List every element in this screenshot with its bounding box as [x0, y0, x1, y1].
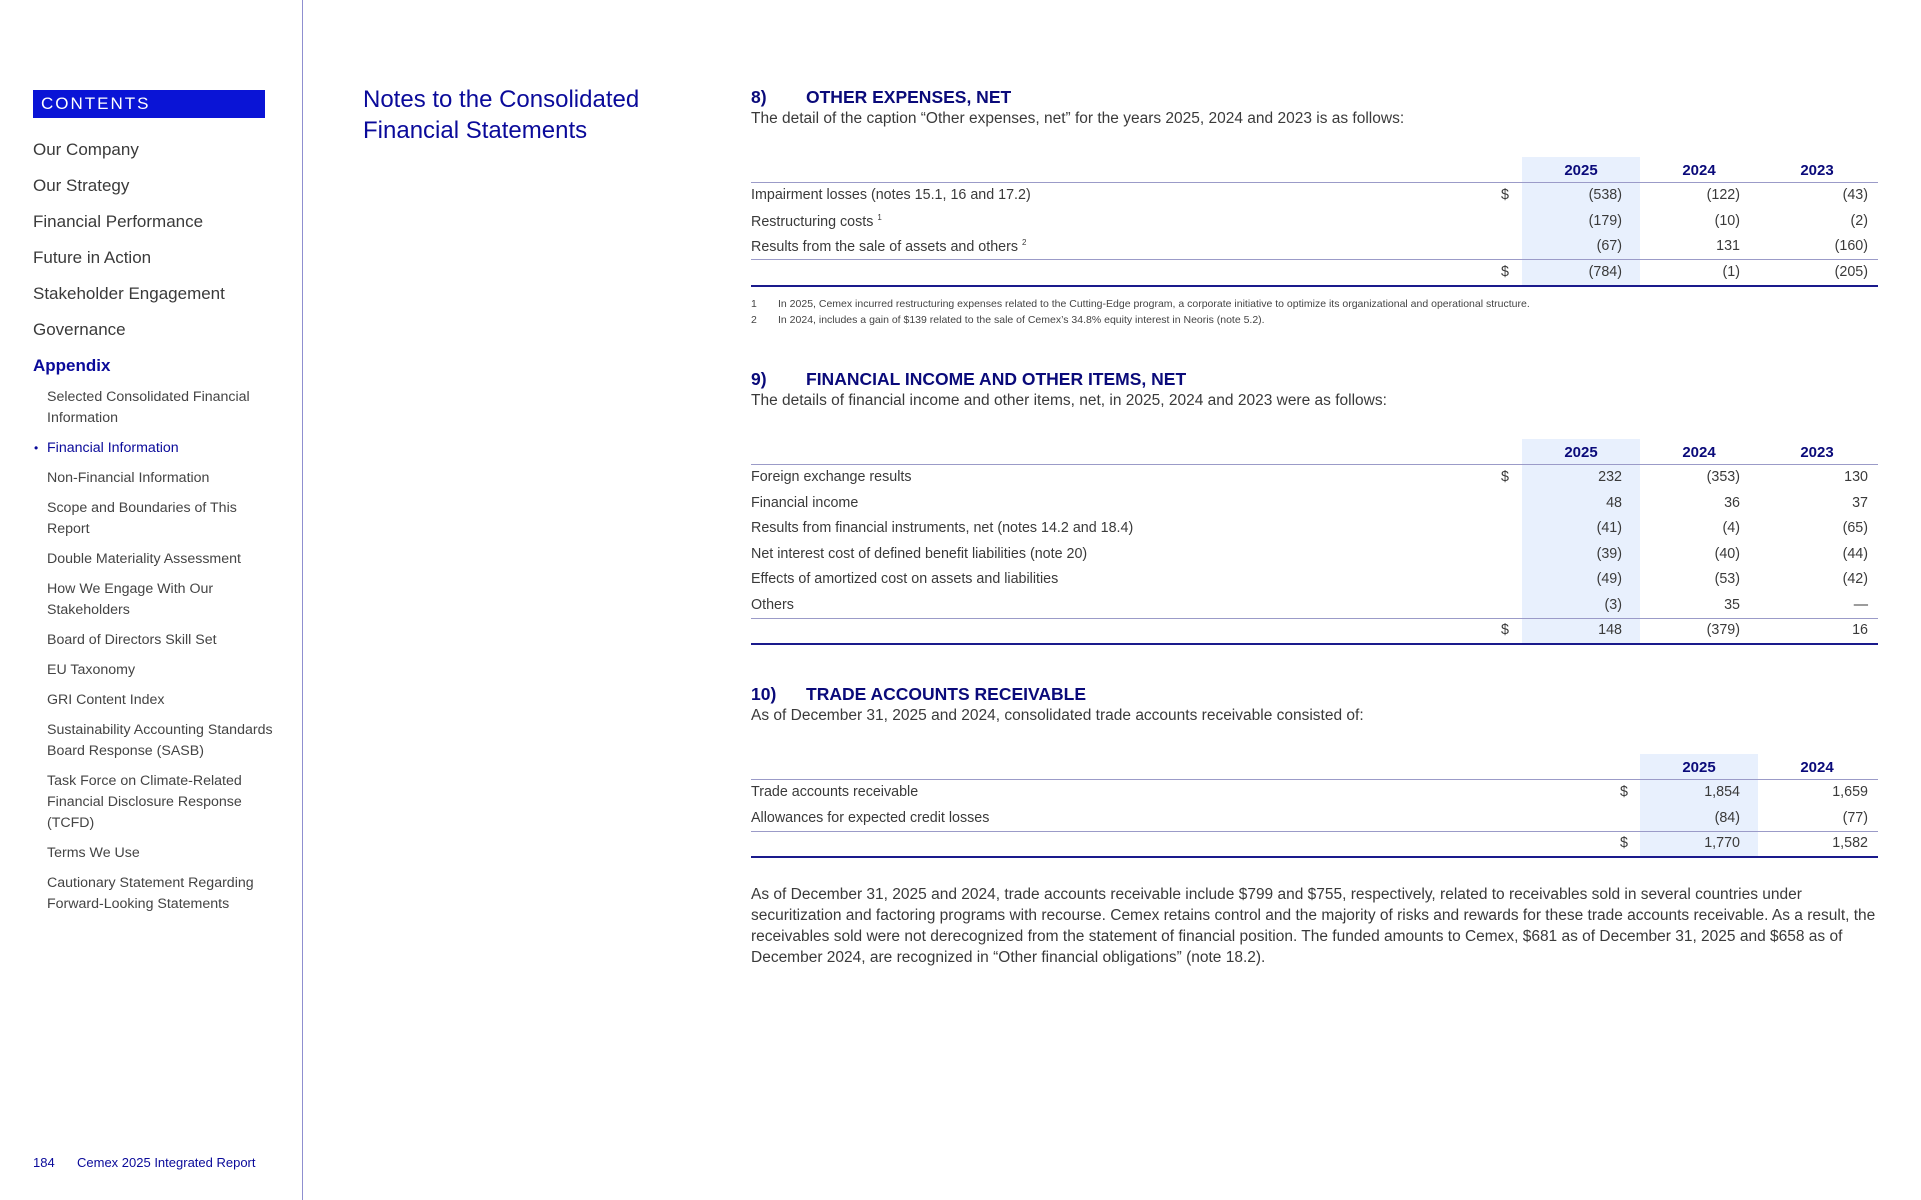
currency-symbol: $ — [1501, 622, 1509, 638]
table-cell: (49) — [1596, 571, 1622, 587]
table-cell: (10) — [1714, 213, 1740, 229]
sidebar-sub-non-financial-information[interactable]: Non-Financial Information — [47, 470, 210, 486]
table-cell: (42) — [1842, 571, 1868, 587]
sidebar-sub-tcfd[interactable]: Task Force on Climate-Related Financial Disclosure Response (TCFD) — [47, 773, 242, 831]
section-8-number: 8) — [751, 87, 767, 107]
sidebar-sub-board-skill-set[interactable]: Board of Directors Skill Set — [47, 632, 217, 648]
table-cell: (2) — [1850, 213, 1868, 229]
column-header: 2024 — [1682, 162, 1716, 179]
column-header: 2025 — [1564, 162, 1598, 179]
total-cell: (784) — [1588, 264, 1622, 280]
table-cell: (65) — [1842, 520, 1868, 536]
trade-receivables-table — [751, 752, 1878, 862]
column-header: 2025 — [1564, 444, 1598, 461]
sidebar-sub-gri-content-index[interactable]: GRI Content Index — [47, 692, 165, 708]
table-cell: 1,854 — [1704, 784, 1740, 800]
table-row-label: Net interest cost of defined benefit liabilities (note 20) — [751, 546, 1088, 562]
sidebar-sub-financial-information[interactable] — [34, 438, 297, 459]
table-cell: (122) — [1706, 187, 1740, 203]
table-cell: (53) — [1714, 571, 1740, 587]
financial-income-table — [751, 437, 1878, 647]
table-cell: — — [1853, 597, 1868, 613]
sidebar-sub-double-materiality-assessment[interactable]: Double Materiality Assessment — [47, 551, 241, 567]
sidebar-sub-label: Financial Information — [47, 440, 179, 456]
section-10-number: 10) — [751, 684, 777, 704]
sidebar-item-future-in-action[interactable]: Future in Action — [33, 248, 152, 267]
column-header: 2025 — [1682, 759, 1716, 776]
total-rule — [751, 285, 1878, 287]
table-row-label: Foreign exchange results — [751, 469, 912, 485]
sidebar-sub-scope-and-boundaries[interactable]: Scope and Boundaries of This Report — [47, 500, 237, 537]
footnote: 1 In 2025, Cemex incurred restructuring expenses related to the Cutting-Edge program, a corporate initiative to optimize its organizational and operational structure. — [751, 298, 1530, 310]
other-expenses-table — [751, 155, 1878, 290]
table-cell: (44) — [1842, 546, 1868, 562]
currency-symbol: $ — [1501, 264, 1509, 280]
currency-symbol: $ — [1501, 187, 1509, 203]
table-cell: (538) — [1588, 187, 1622, 203]
table-cell: 35 — [1724, 597, 1740, 613]
sidebar-item-governance[interactable]: Governance — [33, 320, 126, 339]
column-header: 2024 — [1800, 759, 1834, 776]
table-cell: 131 — [1716, 238, 1740, 254]
table-row-label: Effects of amortized cost on assets and liabilities — [751, 571, 1059, 587]
table-row-label: Others — [751, 597, 794, 613]
section-10-paragraph: As of December 31, 2025 and 2024, trade accounts receivable include $799 and $755, respectively, related to receivables sold in several countries under securitization and factoring programs with recourse. Cemex retains control and the majority of risks and rewards for these trade accounts receivable. As a result, the receivables sold were not derecognized from the statement of financial position. The funded amounts to Cemex, $681 as of December 31, 2025 and $658 as of December 2024, are recognized in “Other financial obligations” (note 18.2). — [751, 886, 1876, 966]
total-cell: 148 — [1598, 622, 1622, 638]
sidebar — [0, 0, 303, 1200]
total-cell: 16 — [1852, 622, 1868, 638]
table-cell: (43) — [1842, 187, 1868, 203]
column-header: 2024 — [1682, 444, 1716, 461]
table-cell: 48 — [1606, 495, 1622, 511]
table-cell: 36 — [1724, 495, 1740, 511]
table-cell: (40) — [1714, 546, 1740, 562]
table-cell: 1,659 — [1832, 784, 1868, 800]
table-cell: (77) — [1842, 810, 1868, 826]
report-name: Cemex 2025 Integrated Report — [77, 1155, 256, 1170]
currency-symbol: $ — [1501, 469, 1509, 485]
table-cell: (67) — [1596, 238, 1622, 254]
currency-symbol: $ — [1620, 835, 1628, 851]
table-cell: (4) — [1722, 520, 1740, 536]
table-row-label: Financial income — [751, 495, 859, 511]
table-row-label: Allowances for expected credit losses — [751, 810, 990, 826]
total-cell: (1) — [1722, 264, 1740, 280]
section-10-intro: As of December 31, 2025 and 2024, consolidated trade accounts receivable consisted of: — [751, 707, 1364, 724]
section-9-number: 9) — [751, 369, 767, 389]
section-8-title: OTHER EXPENSES, NET — [806, 87, 1012, 107]
table-row-label: Results from the sale of assets and others $^2$ — [751, 238, 1027, 255]
table-cell: (3) — [1604, 597, 1622, 613]
table-cell: 232 — [1598, 469, 1622, 485]
table-cell: (179) — [1588, 213, 1622, 229]
contents-badge[interactable]: CONTENTS — [33, 90, 265, 118]
total-rule — [751, 643, 1878, 645]
section-8-intro: The detail of the caption “Other expenses, net” for the years 2025, 2024 and 2023 is as follows: — [751, 110, 1405, 127]
table-cell: 37 — [1852, 495, 1868, 511]
subtotal-rule — [751, 618, 1878, 619]
table-row-label: Impairment losses (notes 15.1, 16 and 17.2) — [751, 187, 1031, 203]
sidebar-item-stakeholder-engagement[interactable]: Stakeholder Engagement — [33, 284, 225, 303]
subtotal-rule — [751, 831, 1878, 832]
sidebar-sub-selected-consolidated-financial-information[interactable]: Selected Consolidated Financial Information — [47, 389, 250, 426]
page-title: Notes to the Consolidated Financial Statements — [363, 86, 640, 144]
sidebar-item-appendix[interactable]: Appendix — [33, 356, 111, 375]
header-rule — [751, 464, 1878, 465]
total-cell: 1,582 — [1832, 835, 1868, 851]
currency-symbol: $ — [1620, 784, 1628, 800]
table-row-label: Trade accounts receivable — [751, 784, 919, 800]
table-cell: (84) — [1714, 810, 1740, 826]
header-rule — [751, 182, 1878, 183]
total-cell: (379) — [1706, 622, 1740, 638]
table-cell: (160) — [1834, 238, 1868, 254]
sidebar-sub-sasb[interactable]: Sustainability Accounting Standards Board Response (SASB) — [47, 722, 273, 759]
table-cell: (39) — [1596, 546, 1622, 562]
table-cell: (353) — [1706, 469, 1740, 485]
column-header: 2023 — [1800, 444, 1834, 461]
table-cell: 130 — [1844, 469, 1868, 485]
sidebar-sub-eu-taxonomy[interactable]: EU Taxonomy — [47, 662, 136, 678]
sidebar-sub-how-we-engage[interactable]: How We Engage With Our Stakeholders — [47, 581, 214, 618]
table-row-label: Restructuring costs $^1$ — [751, 213, 882, 230]
total-cell: 1,770 — [1704, 835, 1740, 851]
sidebar-sub-cautionary-statement[interactable]: Cautionary Statement Regarding Forward-Looking Statements — [47, 875, 254, 912]
subtotal-rule — [751, 259, 1878, 260]
sidebar-sub-terms-we-use[interactable]: Terms We Use — [47, 845, 140, 861]
column-header: 2023 — [1800, 162, 1834, 179]
table-cell: (41) — [1596, 520, 1622, 536]
page-number: 184 — [33, 1155, 55, 1170]
total-rule — [751, 856, 1878, 858]
header-rule — [751, 779, 1878, 780]
section-10-title: TRADE ACCOUNTS RECEIVABLE — [806, 684, 1087, 704]
sidebar-item-financial-performance[interactable]: Financial Performance — [33, 212, 204, 231]
section-9-intro: The details of financial income and other items, net, in 2025, 2024 and 2023 were as follows: — [751, 392, 1387, 409]
sidebar-item-our-company[interactable]: Our Company — [33, 140, 139, 159]
active-bullet-icon: • — [34, 441, 39, 455]
table-row-label: Results from financial instruments, net (notes 14.2 and 18.4) — [751, 520, 1134, 536]
sidebar-item-our-strategy[interactable]: Our Strategy — [33, 176, 130, 195]
section-9-title: FINANCIAL INCOME AND OTHER ITEMS, NET — [806, 369, 1187, 389]
footnote: 2 In 2024, includes a gain of $139 related to the sale of Cemex’s 34.8% equity interest in Neoris (note 5.2). — [751, 314, 1265, 326]
total-cell: (205) — [1834, 264, 1868, 280]
